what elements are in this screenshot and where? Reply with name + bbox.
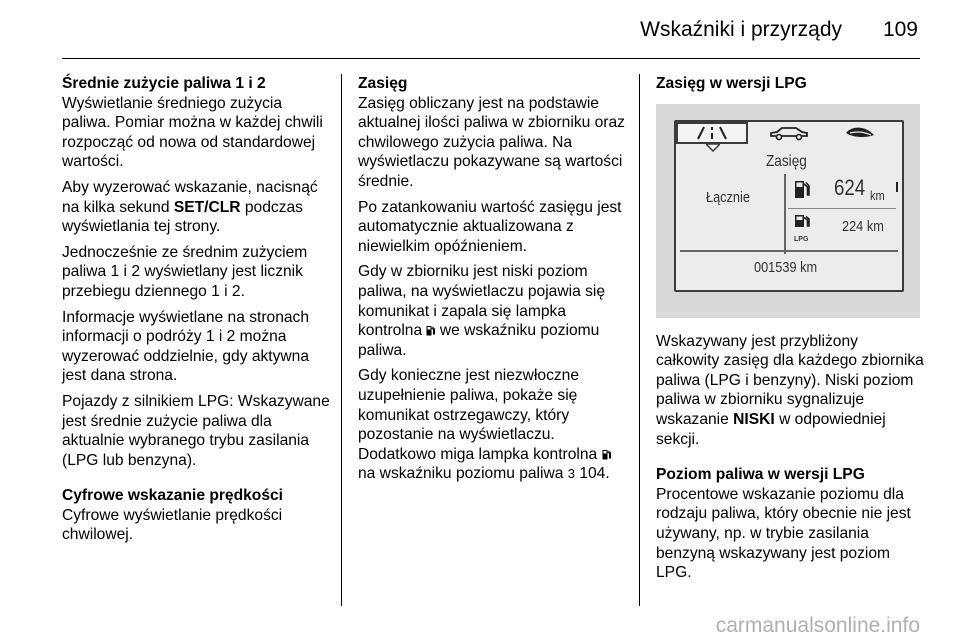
- text-run: podczas wyświetlania tej strony.: [62, 198, 303, 236]
- section-heading-range: Zasięg: [358, 75, 408, 92]
- page-ref: 104.: [575, 465, 610, 483]
- driver-info-display: [674, 120, 904, 292]
- header-rule: [62, 58, 920, 59]
- header-title: Wskaźniki i przyrządy: [640, 18, 842, 41]
- paragraph: Pojazdy z silnikiem LPG: Wskazywane jest średnie zużycie paliwa dla aktualnie wybranego trybu zasilania (LPG lub benzyna).: [62, 392, 330, 469]
- paragraph: Po zatankowaniu wartość zasięgu jest automatycznie aktualizowana z niewielkim opóźnieniem.: [358, 198, 622, 255]
- text-run: w odpowiedniej sekcji.: [656, 410, 886, 448]
- fuel-pump-icon: [602, 449, 611, 460]
- range-petrol-value: 624: [834, 174, 866, 200]
- level-marker: [896, 182, 898, 192]
- lpg-label: LPG: [794, 235, 809, 243]
- paragraph: Wyświetlanie średniego zużycia paliwa. Pomiar można w każdej chwili rozpocząć od nowa od standardowej wartości.: [62, 94, 323, 171]
- column-divider-2: [639, 74, 640, 606]
- eco-leaf-icon: [844, 126, 876, 140]
- display-total-label: Łącznie: [706, 188, 750, 206]
- text-run: Gdy w zbiorniku jest niski poziom paliwa, na wyświetlaczu pojawia się komunikat i zapala się lampka kontrolna: [358, 263, 606, 340]
- column-1: [62, 74, 330, 551]
- paragraph: [656, 332, 924, 450]
- section-heading-digital-speed: Cyfrowe wskazanie prędkości: [62, 487, 284, 505]
- paragraph: Informacje wyświetlane na stronach informacji o podróży 1 i 2 można wyzerować oddzielnie, gdy aktywna jest dana strona.: [62, 308, 310, 385]
- watermark: carmanualsonline.info: [715, 614, 920, 637]
- column-divider-1: [341, 74, 342, 606]
- text-run: Wskazywany jest przybliżony całkowity zasięg dla każdego zbiornika paliwa (LPG i benzyny). Niski poziom paliwa w zbiorniku sygnalizuje wskazanie: [656, 332, 924, 428]
- paragraph: Jednocześnie ze średnim zużyciem paliwa 1 i 2 wyświetlany jest licznik przebiegu dziennego 1 i 2.: [62, 243, 308, 300]
- car-icon: [768, 125, 810, 141]
- text-run: na wskaźniku poziomu paliwa: [358, 465, 568, 483]
- odometer-divider: [680, 250, 898, 252]
- lpg-range-display-figure: [656, 104, 920, 318]
- text-run: Gdy konieczne jest niezwłoczne uzupełnienie paliwa, pokaże się komunikat ostrzegawczy, który pozostanie na wyświetlaczu. Dodatkowo miga lampka kontrolna: [358, 367, 602, 463]
- display-separator: [784, 174, 786, 254]
- row-divider: [788, 208, 896, 209]
- tab-pointer-icon: [706, 144, 720, 152]
- text-run: we wskaźniku poziomu paliwa.: [358, 322, 600, 359]
- range-petrol-unit: km: [870, 187, 885, 203]
- page-ref-arrow-icon: 3: [567, 466, 575, 482]
- key-label: SET/CLR: [173, 198, 241, 216]
- display-title: Zasięg: [766, 152, 807, 170]
- fuel-pump-icon: [794, 179, 810, 199]
- paragraph: Zasięg obliczany jest na podstawie aktualnej ilości paliwa w zbiorniku oraz chwilowego zużycia paliwa. Na wyświetlaczu pokazywane są wartości średnie.: [358, 94, 625, 190]
- display-tab-bar: [676, 122, 902, 144]
- page-header: [0, 0, 960, 60]
- section-heading-lpg-fuel-level: Poziom paliwa w wersji LPG: [656, 466, 865, 484]
- trip-info-icon: [678, 124, 746, 142]
- section-heading-avg-fuel: Średnie zużycie paliwa 1 i 2: [62, 75, 266, 92]
- paragraph: Cyfrowe wyświetlanie prędkości chwilowej.: [62, 506, 283, 544]
- section-heading-lpg-range: Zasięg w wersji LPG: [656, 75, 807, 92]
- text-run: Aby wyzerować wskazanie, nacisnąć na kilka sekund: [62, 178, 318, 216]
- tab-trip-info-selected: [676, 122, 748, 144]
- low-indicator-label: NISKI: [733, 410, 775, 428]
- column-2: [358, 74, 630, 490]
- odometer-value: 001539 km: [754, 258, 818, 276]
- paragraph: [358, 366, 630, 484]
- page-number: 109: [882, 18, 918, 41]
- lpg-pump-icon: [794, 214, 810, 230]
- paragraph: [62, 178, 330, 237]
- column-3: [656, 74, 924, 589]
- range-lpg-value: 224 km: [842, 217, 884, 235]
- paragraph: Procentowe wskazanie poziomu dla rodzaju paliwa, który obecnie nie jest używany, np. w trybie zasilania benzyną wskazywany jest poziom LPG.: [656, 485, 911, 582]
- paragraph: [358, 262, 630, 360]
